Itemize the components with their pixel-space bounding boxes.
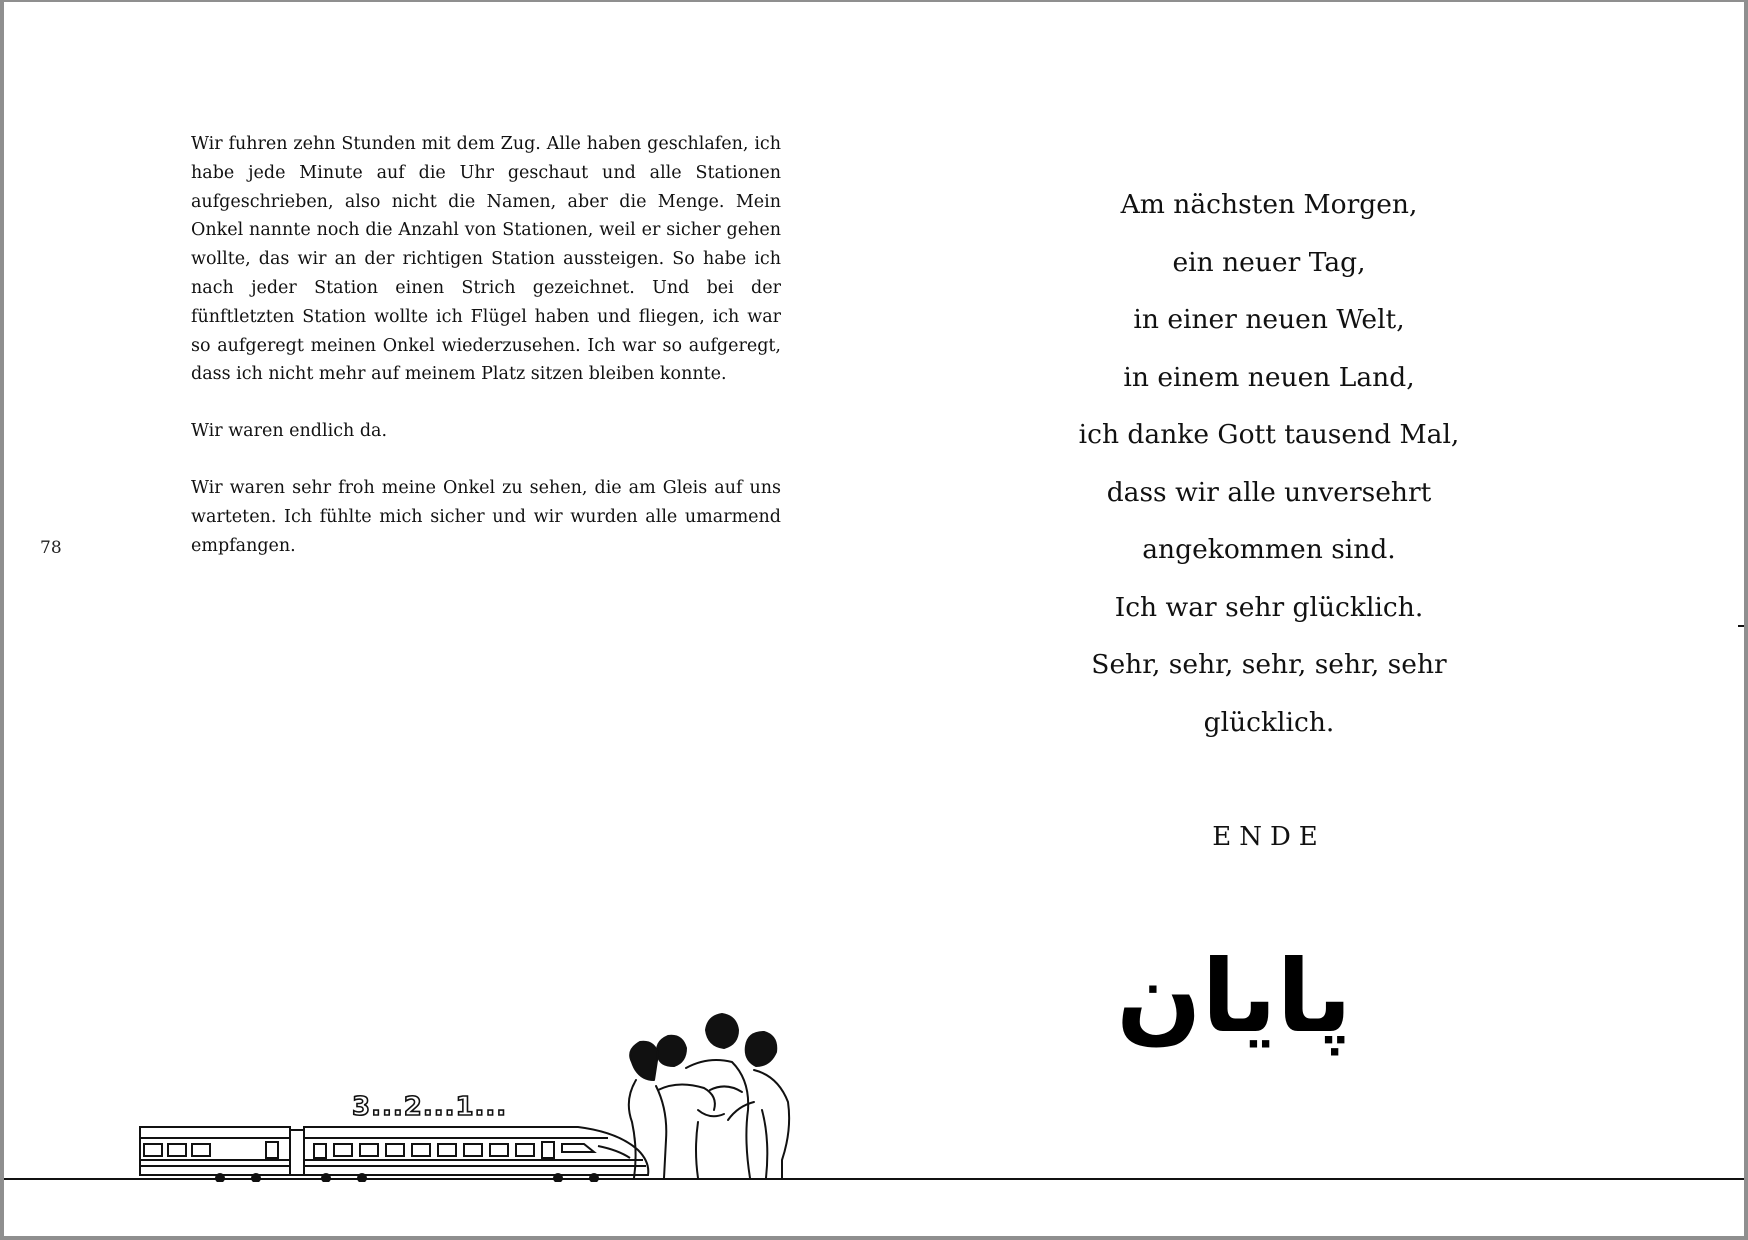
train-locomotive xyxy=(304,1127,648,1175)
family-hug-icon xyxy=(629,1014,789,1178)
poem-line: ich danke Gott tausend Mal, xyxy=(1078,419,1460,450)
poem-line: in einem neuen Land, xyxy=(1123,361,1415,393)
end-label: ENDE xyxy=(1212,822,1326,852)
poem-line: Ich war sehr glücklich. xyxy=(1114,591,1424,623)
countdown-label: 3...2...1... xyxy=(352,1092,508,1122)
poem-line: angekommen sind. xyxy=(1142,534,1396,565)
poem xyxy=(1034,187,1504,762)
poem-line: in einer neuen Welt, xyxy=(1133,304,1405,335)
poem-line: ein neuer Tag, xyxy=(1172,246,1366,278)
poem-line: Sehr, sehr, sehr, sehr, sehr xyxy=(1091,649,1447,680)
poem-line: dass wir alle unversehrt xyxy=(1106,476,1432,508)
paragraph-1: Wir fuhren zehn Stunden mit dem Zug. Alle haben geschlafen, ich habe jede Minute auf die Uhr geschaut und alle Stationen aufgeschrieben, also nicht die Namen, aber die Menge. Mein Onkel nannte noch die Anzahl von Stationen, weil er sicher gehen wollte, das wir an der richtigen Station aussteigen. So habe ich nach jeder Station einen Strich gezeichnet. Und bei der fünftletzten Station wollte ich Flügel haben und fliegen, ich war so aufgeregt meinen Onkel wiederzusehen. Ich war so aufgeregt, dass ich nicht mehr auf meinem Platz sitzen bleiben konnte. xyxy=(191,134,781,385)
ground-line xyxy=(4,1178,1744,1180)
page-number: 78 xyxy=(40,538,62,558)
paragraph-2: Wir waren endlich da. xyxy=(191,421,388,442)
end-label-farsi: پایان xyxy=(1116,938,1352,1055)
poem-line: Am nächsten Morgen, xyxy=(1120,189,1418,220)
paragraph-3: Wir waren sehr froh meine Onkel zu sehen, die am Gleis auf uns warteten. Ich fühlte mich sicher und wir wurden alle umarmend empfangen. xyxy=(191,477,781,556)
book-spread xyxy=(4,2,1744,1236)
left-page-text xyxy=(191,130,781,588)
margin-tick xyxy=(1738,625,1744,627)
poem-line: glücklich. xyxy=(1203,706,1335,738)
train-icon xyxy=(140,1127,648,1175)
